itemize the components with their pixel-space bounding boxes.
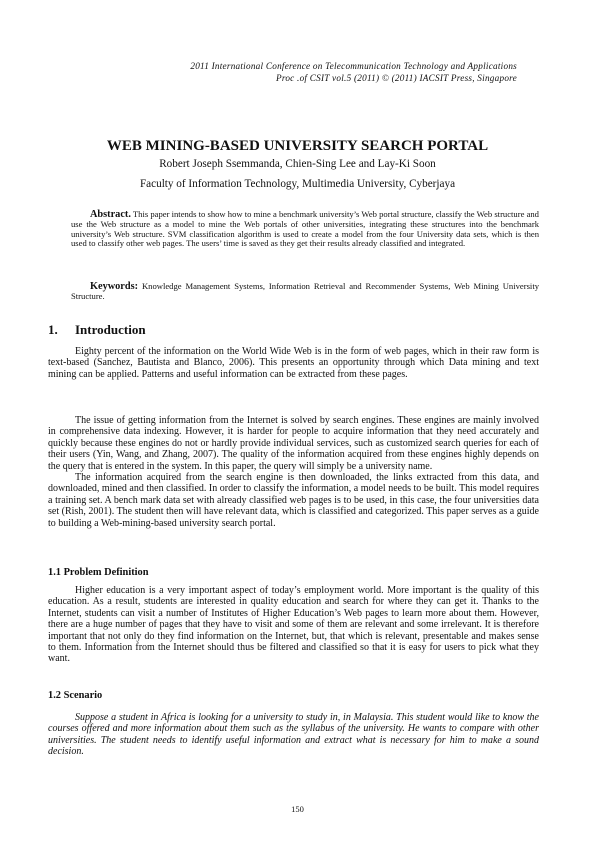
keywords [71,282,539,302]
intro-paragraph-3: The information acquired from the search engine is then downloaded, the links extracted from this data, and downloaded, mined and then classified. In order to classify the information, a model needs to be built. This model requires a training set. A bench mark data set with already classified web pages is to be used, in this case, the four universities data set (Rish, 2001). The student then will have relevant data, which is classified and categorized. This paper serves as a guide to building a Web-mining-based university search portal. [48,472,539,529]
section-heading-introduction [48,322,146,338]
abstract [71,210,539,249]
author-list: Robert Joseph Ssemmanda, Chien-Sing Lee and Lay-Ki Soon [159,158,436,170]
author-affiliation: Faculty of Information Technology, Multimedia University, Cyberjaya [139,178,456,190]
intro-paragraph-2: The issue of getting information from the Internet is solved by search engines. These engines are mainly involved in comprehensive data indexing. However, it is harder for people to acquire information that they need accurately and quickly because these engines do not or hardly provide individual services, such as customized search queries for each of their users (Yin, Wang, and Zhang, 2007). The quality of the information acquired from these engines highly depends on the query that is entered in the system. In this paper, the query will simply be a university name. [48,415,539,472]
subsection-heading-scenario: 1.2 Scenario [48,690,103,701]
keywords-label: Keywords: [90,281,139,292]
keywords-text: Knowledge Management Systems, Information Retrieval and Recommender Systems, Web Mining University Structure. [71,281,539,301]
problem-definition-paragraph: Higher education is a very important aspect of today’s employment world. More important is the quality of this education. As a result, students are interested in quality education and search for where they can get it. Thanks to the Internet, students can visit a number of Institutes of Higher Education’s Web pages to learn more about them. However, there are a huge number of pages that they have to visit and some of them are relevant and some irrelevant. It is therefore important that not only do they find information on the Internet, but, that which is relevant, presentable and makes sense to them. Information from the Internet should thus be filtered and classified so that it is easy for users to pick what they want. [48,585,539,665]
conference-header-line: 2011 International Conference on Telecommunication Technology and Applications [190,61,517,71]
scenario-paragraph: Suppose a student in Africa is looking for a university to study in, in Malaysia. This student would like to know the courses offered and more information about them such as the syllabus of the university. He wants to compare with other universities. The student needs to identify useful information and extract what is necessary for him to make a sound decision. [48,712,539,758]
section-number: 1. [48,322,58,337]
paper-title: WEB MINING-BASED UNIVERSITY SEARCH PORTAL [106,138,489,154]
proceedings-header-line: Proc .of CSIT vol.5 (2011) © (2011) IACSIT Press, Singapore [275,73,517,83]
abstract-text: This paper intends to show how to mine a benchmark university’s Web portal structure, classify the Web structure and use the Web structure as a model to mine the Web portals of other universities, integrating these structures into the benchmark university’s Web structure. SVM classification algorithm is used to create a model from the four University data sets, which is then used to classify other web pages. The users’ time is saved as they get their results already classified and integrated. [71,209,539,249]
abstract-label: Abstract. [90,209,131,220]
subsection-heading-problem-definition: 1.1 Problem Definition [48,567,149,578]
intro-paragraph-1: Eighty percent of the information on the World Wide Web is in the form of web pages, which in their raw form is text-based (Sanchez, Bautista and Blanco, 2006). This presents an opportunity through which Data mining and text mining can be applied. Patterns and useful information can be extracted from these pages. [48,346,539,380]
section-title: Introduction [75,322,146,337]
page-number: 150 [291,804,304,814]
